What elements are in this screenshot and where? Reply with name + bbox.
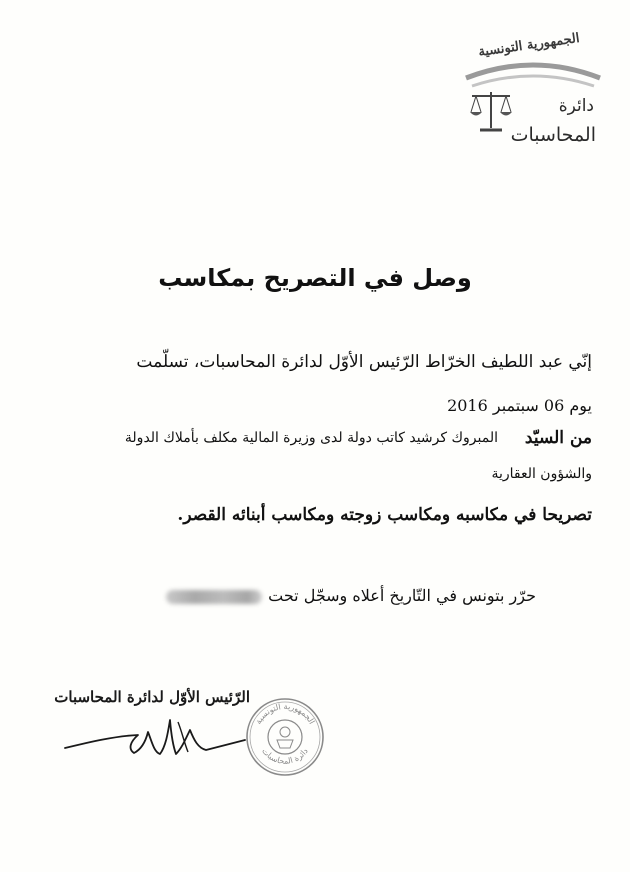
body-line-2: يوم 06 سبتمبر 2016 xyxy=(447,396,592,415)
seal-bottom-text: دائرة المحاسبات xyxy=(260,746,310,766)
scales-of-justice-icon xyxy=(468,88,514,136)
body-line-5: تصريحا في مكاسبه ومكاسب زوجته ومكاسب أبنائه القصر. xyxy=(177,505,592,525)
handwritten-signature xyxy=(60,702,250,762)
document-title: وصل في التصريح بمكاسب xyxy=(158,264,472,292)
letterhead-court-line2: المحاسبات xyxy=(510,124,596,146)
body-line-1: إنّي عبد اللطيف الخرّاط الرّئيس الأوّل لدائرة المحاسبات، تسلّمت xyxy=(136,352,592,372)
registration-line xyxy=(166,586,536,605)
body-line-3-rest: المبروك كرشيد كاتب دولة لدى وزيرة المالية مكلف بأملاك الدولة xyxy=(124,430,498,446)
letterhead-republic: الجمهورية التونسية xyxy=(477,30,581,61)
signer-title: الرّئيس الأوّل لدائرة المحاسبات xyxy=(54,688,250,706)
seal-top-text: الجمهورية التونسية xyxy=(253,701,317,726)
registration-text: حرّر بتونس في التّاريخ أعلاه وسجّل تحت xyxy=(268,586,536,605)
redacted-registration-number xyxy=(166,590,262,604)
body-line-4: والشؤون العقارية xyxy=(491,466,592,482)
official-seal xyxy=(244,696,326,778)
letterhead-court-line1: دائرة xyxy=(558,96,594,116)
letterhead xyxy=(458,28,608,158)
svg-text:دائرة المحاسبات xyxy=(260,746,310,766)
body-line-3-lead: من السيّد xyxy=(524,428,592,448)
